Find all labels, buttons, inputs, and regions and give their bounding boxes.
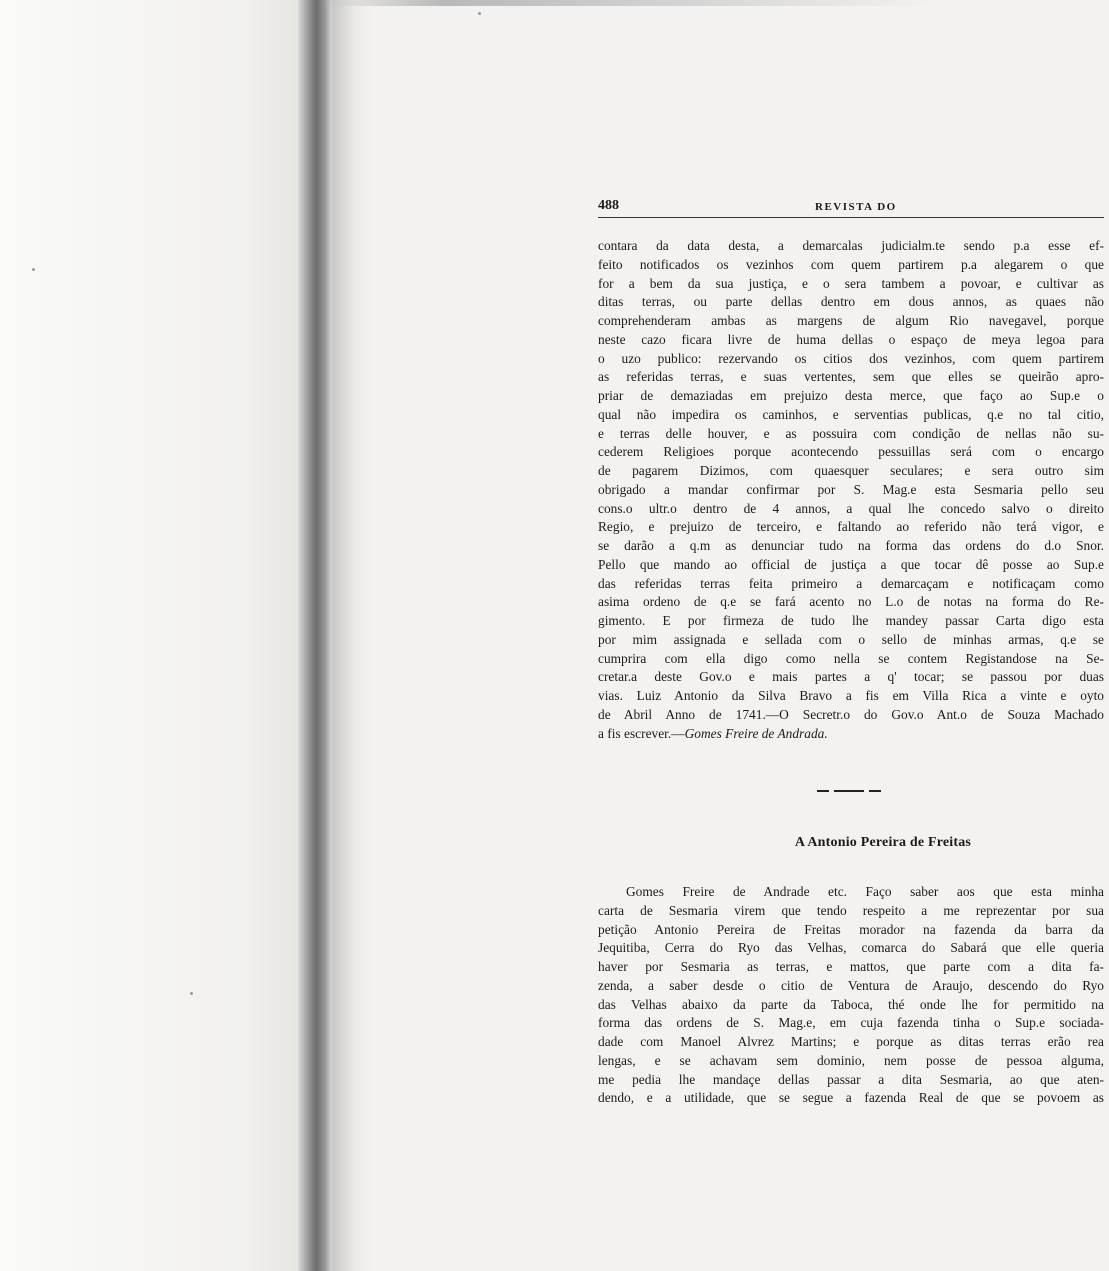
section-heading: A Antonio Pereira de Freitas xyxy=(794,835,972,851)
signature-prefix: a fis escrever.— xyxy=(598,725,685,741)
scan-speck xyxy=(478,12,481,15)
text-line: de pagarem Dizimos, com quaesquer seculares; e sera outro sim xyxy=(598,463,1104,478)
book-page xyxy=(598,195,1104,1108)
text-line: cretar.a deste Gov.o e mais partes a q' tocar; se passou por duas xyxy=(598,669,1104,685)
text-line: dendo, e a utilidade, que se segue a fazenda Real de que se povoem as xyxy=(598,1090,1104,1106)
text-line: se darão a q.m as denunciar tudo na forma das ordens do d.o Snor. xyxy=(598,538,1104,553)
text-line: o uzo publico: rezervando os citios dos vezinhos, com quem partirem xyxy=(598,350,1104,366)
text-line: gimento. E por firmeza de tudo lhe mandey passar Carta digo esta xyxy=(598,613,1104,628)
signature-name: Gomes Freire de Andrada. xyxy=(684,725,828,741)
text-line: lengas, e se achavam sem dominio, nem posse de pessoa alguma, xyxy=(598,1052,1104,1068)
scan-streak xyxy=(320,0,940,6)
signature-line xyxy=(598,725,1104,744)
text-line: cumprira com ella digo como nella se contem Registandose na Se- xyxy=(598,650,1104,666)
text-line: Jequitiba, Cerra do Ryo das Velhas, comarca do Sabará que elle queria xyxy=(598,940,1104,956)
book-gutter xyxy=(298,0,332,1271)
text-line: e terras delle houver, e as possuira com condição de nellas não su- xyxy=(598,425,1104,441)
text-line: as referidas terras, e suas vertentes, sem que elles se queirão apro- xyxy=(598,369,1104,385)
text-line: cederem Religioes porque acontecendo pessuillas será com o encargo xyxy=(598,444,1104,460)
text-line: Regio, e prejuizo de terceiro, e faltando ao referido não terá vigor, e xyxy=(598,519,1104,535)
gutter-shadow xyxy=(332,0,372,1271)
text-line: ditas terras, ou parte dellas dentro em dous annos, as quaes não xyxy=(598,294,1104,310)
text-line: qual não impedira os caminhos, e serventias publicas, q.e no tal citio, xyxy=(598,406,1104,422)
page-header xyxy=(598,195,1104,218)
scan-speck xyxy=(32,268,35,271)
text-line: das Velhas abaixo da parte da Taboca, thé onde lhe for permitido na xyxy=(598,996,1104,1012)
text-line: das referidas terras feita primeiro a demarcaçam e notificaçam como xyxy=(598,575,1104,591)
paragraph-sesmaria-text xyxy=(598,237,1104,743)
text-line: for a bem da sua justiça, e o sera tambem a povoar, e cultivar as xyxy=(598,275,1104,291)
text-line: contara da data desta, a demarcalas judicialm.te sendo p.a esse ef- xyxy=(598,238,1104,253)
text-line: vias. Luiz Antonio da Silva Bravo a fis em Villa Rica a vinte e oyto xyxy=(598,688,1104,703)
divider-bar xyxy=(834,790,864,792)
text-line: me pedia lhe mandaçe dellas passar a dita Sesmaria, ao que aten- xyxy=(598,1071,1104,1087)
text-line: petição Antonio Pereira de Freitas morador na fazenda da barra da xyxy=(598,921,1104,937)
text-line: comprehenderam ambas as margens de algum Rio navegavel, porque xyxy=(598,313,1104,328)
text-line: obrigado a mandar confirmar por S. Mag.e esta Sesmaria pello seu xyxy=(598,481,1104,497)
text-line: cons.o ultr.o dentro de 4 annos, a qual lhe concedo salvo o direito xyxy=(598,500,1104,516)
scan-speck xyxy=(190,992,193,995)
text-line: forma das ordens de S. Mag.e, em cuja fazenda tinha o Sup.e sociada- xyxy=(598,1015,1104,1031)
divider-dash xyxy=(817,790,829,792)
text-line: neste cazo ficara livre de huma dellas o espaço de meya legoa para xyxy=(598,331,1104,347)
text-line: carta de Sesmaria virem que tendo respeito a me reprezentar por sua xyxy=(598,902,1104,918)
left-blank-page xyxy=(0,0,300,1271)
text-line: dade com Manoel Alvrez Martins; e porque as ditas terras erão rea xyxy=(598,1034,1104,1049)
section-divider xyxy=(598,785,1104,797)
text-line: haver por Sesmaria as terras, e mattos, que parte com a dita fa- xyxy=(598,959,1104,974)
text-line: asima ordeno de q.e se fará acento no L.o de notas na forma do Re- xyxy=(598,594,1104,610)
page-number: 488 xyxy=(598,198,619,213)
divider-dash xyxy=(869,790,881,792)
text-line: feito notificados os vezinhos com quem partirem p.a alegarem o que xyxy=(598,256,1104,272)
text-line: por mim assignada e sellada com o sello de minhas armas, q.e se xyxy=(598,631,1104,647)
text-line: Pello que mando ao official de justiça a que tocar dê posse ao Sup.e xyxy=(598,556,1104,572)
text-line: de Abril Anno de 1741.—O Secretr.o do Gov.o Ant.o de Souza Machado xyxy=(598,706,1104,722)
paragraph-antonio-pereira xyxy=(598,883,1104,1108)
running-title: REVISTA DO xyxy=(815,201,897,213)
text-line: zenda, a saber desde o citio de Ventura de Araujo, descendo do Ryo xyxy=(598,977,1104,993)
text-line: Gomes Freire de Andrade etc. Faço saber aos que esta minha xyxy=(626,884,1104,899)
text-line: priar de demaziadas em prejuizo desta merce, que faço ao Sup.e o xyxy=(598,388,1104,403)
